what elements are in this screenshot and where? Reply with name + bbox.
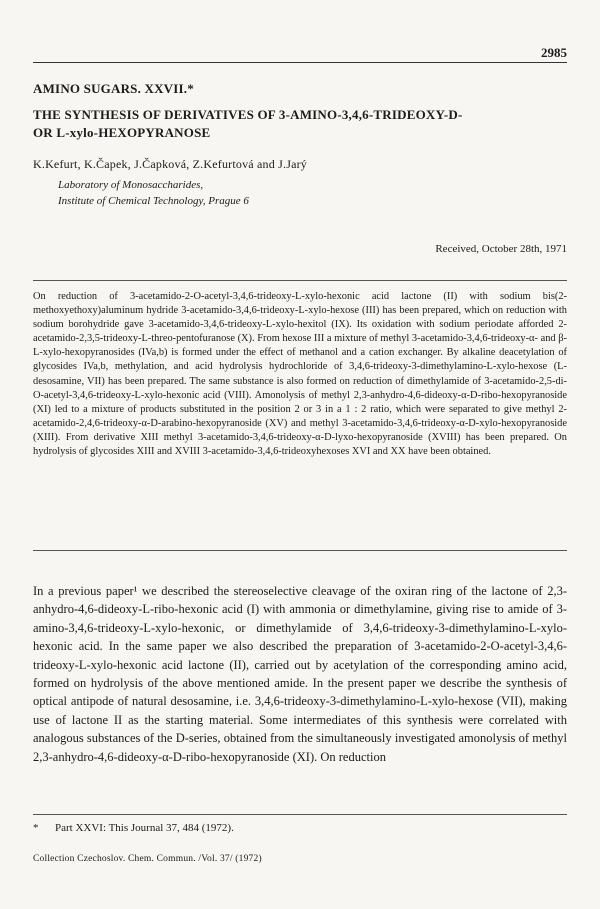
- received-date: Received, October 28th, 1971: [435, 243, 567, 255]
- body-paragraph: In a previous paper¹ we described the stereoselective cleavage of the oxiran ring of the lactone of 2,3-anhydro-4,6-dideoxy-L-ribo-hexonic acid (I) with ammonia or dimethylamine, giving rise to amide of 3-amino-3,4,6-trideoxy-L-xylo-hexonic, or dimethylamide of 3,4,6-trideoxy-3-dimethylamino-L-xylo-hexonic acid. In the same paper we also described the preparation of 3-acetamido-2-O-acetyl-3,4,6-trideoxy-L-xylo-hexonic acid lactone (II), carried out by acetylation of the corresponding amino acid, formed on hydrolysis of the above mentioned amide. In the present paper we describe the synthesis of optical antipode of natural desosamine, i.e. 3,4,6-trideoxy-3-dimethylamino-L-xylo-hexose (VII), making use of lactone II as the starting material. Some intermediates of this synthesis were correlated with analogous substances of the D-series, obtained from the simultaneously investigated amonolysis of methyl 2,3-anhydro-4,6-dideoxy-α-D-ribo-hexopyranoside (XI). On reduction: [33, 584, 567, 764]
- page-number: 2985: [541, 45, 567, 60]
- abstract-text: On reduction of 3-acetamido-2-O-acetyl-3,4,6-trideoxy-L-xylo-hexonic acid lactone (II) with sodium bis(2-methoxyethoxy)aluminum hydride 3-acetamido-3,4,6-trideoxy-L-xylo-hexose (III) has been prepared, which on reduction with sodium borohydride gave 3-acetamido-3,4,6-trideoxy-L-xylo-hexitol (IX). Its oxidation with sodium periodate afforded 2-acetamido-2,3,5-trideoxy-L-threo-pentofuranose (X). From hexose III a mixture of methyl 3-acetamido-3,4,6-trideoxy-α- and β-L-xylo-hexopyranosides (IVa,b) is formed under the effect of methanol and a cation exchanger. By alkaline deacetylation of glycosides IVa,b, methylation, and acid hydrolysis hydrochloride of 3,4,6-trideoxy-3-dimethylamino-L-xylo-hexose (L-desosamine, VII) has been prepared. The same substance is also formed on reduction of dimethylamide of 3-acetamido-2,5-di-O-acetyl-3,4,6-trideoxy-L-xylo-hexonic acid (VIII). Amonolysis of methyl 2,3-anhydro-4,6-dideoxy-α-D-ribo-hexopyranoside (XI) led to a mixture of products substituted in the position 2 or 3 in a 1 : 2 ratio, which were separated to give methyl 2-acetamido-2,4,6-trideoxy-α-D-arabino-hexopyranoside (XV) and methyl 3-acetamido-3,4,6-trideoxy-α-D-xylo-hexopyranoside (XIII). From derivative XIII methyl 3-acetamido-3,4,6-trideoxy-α-D-lyxo-hexopyranoside (XVIII) has been prepared. On hydrolysis of glycosides XIII and XVIII 3-acetamido-3,4,6-trideoxyhexoses XVI and XX have been obtained.: [33, 291, 567, 458]
- abstract-bottom-rule: [33, 550, 567, 551]
- affiliation-line-2: Institute of Chemical Technology, Prague 6: [58, 195, 249, 207]
- affiliation-line-1: Laboratory of Monosaccharides,: [58, 179, 204, 191]
- author-list: K.Kefurt, K.Čapek, J.Čapková, Z.Kefurtová and J.Jarý: [33, 157, 307, 171]
- affiliation: [58, 177, 249, 209]
- article-title: [33, 106, 563, 142]
- footnote-mark: *: [33, 822, 39, 834]
- series-title: AMINO SUGARS. XXVII.*: [33, 81, 194, 96]
- header-rule: [33, 62, 567, 63]
- footnote: [33, 822, 234, 834]
- abstract-top-rule: [33, 280, 567, 281]
- article-title-line-2: OR L-xylo-HEXOPYRANOSE: [33, 125, 211, 140]
- footnote-text: Part XXVI: This Journal 37, 484 (1972).: [55, 822, 234, 834]
- article-title-line-1: THE SYNTHESIS OF DERIVATIVES OF 3-AMINO-3,4,6-TRIDEOXY-D-: [33, 107, 463, 122]
- journal-footer: Collection Czechoslov. Chem. Commun. /Vol. 37/ (1972): [33, 854, 262, 864]
- footnote-rule: [33, 814, 567, 815]
